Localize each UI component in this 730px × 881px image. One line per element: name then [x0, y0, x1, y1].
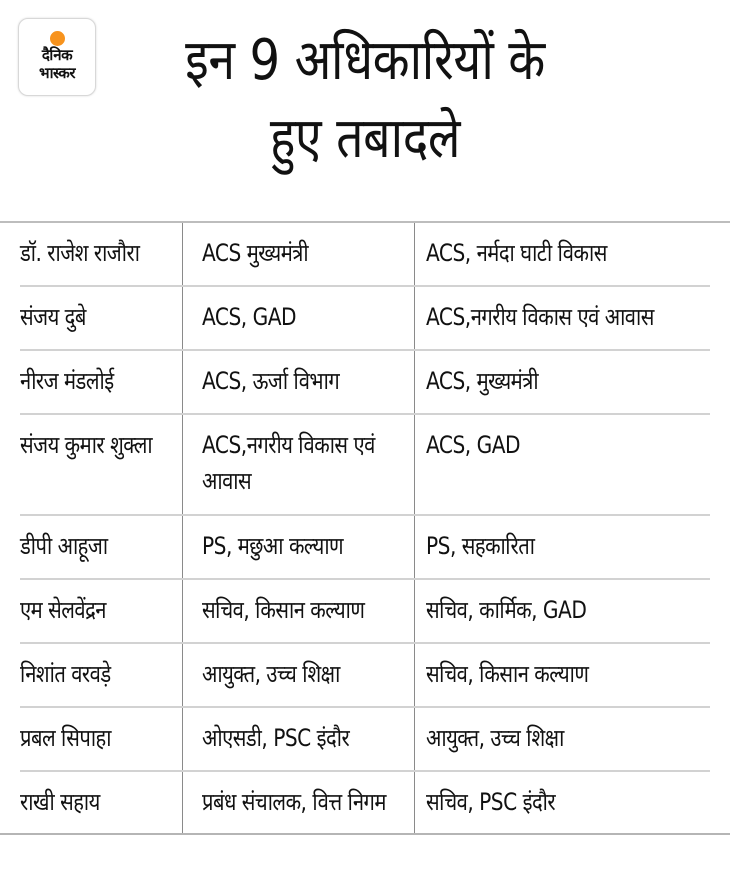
previous-post-cell: ACS मुख्यमंत्री — [202, 239, 309, 267]
officer-name-cell: निशांत वरवड़े — [20, 660, 111, 688]
table-row — [0, 223, 730, 287]
table-row — [0, 580, 730, 644]
table-row — [0, 644, 730, 708]
title-line2: हुए तबादले — [269, 106, 461, 171]
previous-post-cell: प्रबंध संचालक, वित्त निगम — [202, 788, 386, 816]
new-post-cell: ACS, मुख्यमंत्री — [426, 367, 539, 395]
officer-name-cell: संजय दुबे — [20, 303, 86, 331]
new-post-cell: ACS, GAD — [426, 431, 521, 459]
officer-name-cell: डीपी आहूजा — [20, 532, 108, 560]
table-row — [0, 415, 730, 516]
previous-post-cell: आयुक्त, उच्च शिक्षा — [202, 660, 340, 688]
title-line1: इन 9 अधिकारियों के — [185, 28, 545, 93]
previous-post-cell: सचिव, किसान कल्याण — [202, 596, 365, 624]
officer-name-cell: प्रबल सिपाहा — [20, 724, 111, 752]
new-post-cell: सचिव, PSC इंदौर — [426, 788, 556, 816]
new-post-cell: आयुक्त, उच्च शिक्षा — [426, 724, 564, 752]
previous-post-cell: ACS,नगरीय विकास एवं आवास — [202, 431, 375, 495]
page-title — [137, 22, 593, 178]
logo-text-line1: दैनिक — [41, 46, 73, 64]
new-post-cell: ACS,नगरीय विकास एवं आवास — [426, 303, 654, 331]
table-row — [0, 351, 730, 415]
previous-post-cell: ओएसडी, PSC इंदौर — [202, 724, 350, 752]
officer-name-cell: एम सेलवेंद्रन — [20, 596, 106, 624]
table-row — [0, 287, 730, 351]
new-post-cell: सचिव, कार्मिक, GAD — [426, 596, 587, 624]
officer-name-cell: संजय कुमार शुक्ला — [20, 431, 153, 459]
officer-name-cell: डॉ. राजेश राजौरा — [20, 239, 140, 267]
sun-icon — [50, 31, 65, 46]
table-bottom-border — [0, 833, 730, 835]
table-row — [0, 772, 730, 836]
new-post-cell: ACS, नर्मदा घाटी विकास — [426, 239, 607, 267]
new-post-cell: सचिव, किसान कल्याण — [426, 660, 589, 688]
table-row — [0, 516, 730, 580]
previous-post-cell: ACS, GAD — [202, 303, 297, 331]
transfers-table — [0, 223, 730, 836]
table-row — [0, 708, 730, 772]
dainik-bhaskar-logo — [18, 18, 96, 96]
previous-post-cell: PS, मछुआ कल्याण — [202, 532, 344, 560]
officer-name-cell: नीरज मंडलोई — [20, 367, 114, 395]
previous-post-cell: ACS, ऊर्जा विभाग — [202, 367, 340, 395]
logo-text-line2: भास्कर — [39, 64, 75, 82]
new-post-cell: PS, सहकारिता — [426, 532, 535, 560]
officer-name-cell: राखी सहाय — [20, 788, 100, 816]
